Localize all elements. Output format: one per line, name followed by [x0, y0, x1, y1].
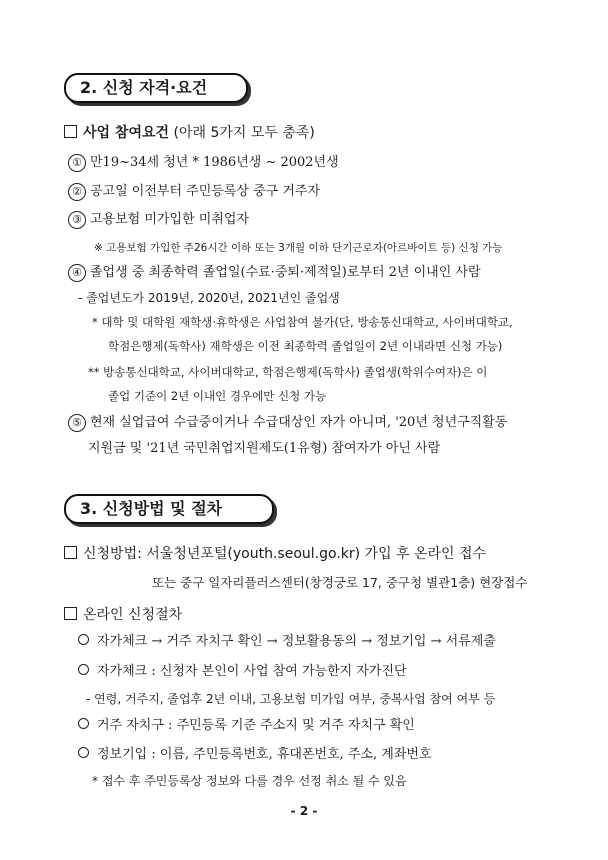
circle-bullet-icon	[78, 634, 89, 645]
page-number: - 2 -	[290, 804, 318, 818]
checkbox-icon	[64, 546, 77, 559]
requirement-4-star1-line1: * 대학 및 대학원 재학생·휴학생은 사업참여 불가(단, 방송통신대학교, 사이버대학교,	[92, 315, 513, 329]
requirement-text-3: 고용보험 미가입한 미취업자	[90, 212, 249, 227]
number-3-icon: ③	[68, 211, 86, 229]
participation-requirement-header	[64, 125, 315, 141]
section-3-heading: 3. 신청방법 및 절차	[64, 494, 274, 524]
requirement-5-line2: 지원금 및 '21년 국민취업지원제도(1유형) 참여자가 아닌 사람	[88, 441, 441, 456]
checkbox-icon	[64, 125, 77, 138]
requirement-text-1: 만19~34세 청년 * 1986년생 ~ 2002년생	[90, 155, 339, 170]
number-4-icon: ④	[68, 264, 86, 282]
requirement-text-2: 공고일 이전부터 주민등록상 중구 거주자	[90, 184, 321, 199]
requirement-item-5	[68, 414, 507, 432]
online-flow	[78, 634, 496, 650]
requirement-item-1	[68, 154, 339, 172]
info-entry-text: 정보기입 : 이름, 주민등록번호, 휴대폰번호, 주소, 계좌번호	[97, 747, 432, 762]
requirement-text-4: 졸업생 중 최종학력 졸업일(수료·중퇴·제적일)로부터 2년 이내인 사람	[90, 265, 481, 280]
self-check	[78, 664, 407, 680]
method-line2: 또는 중구 일자리플러스센터(창경궁로 17, 중구청 별관1층) 현장접수	[152, 575, 528, 590]
section-2-heading: 2. 신청 자격·요건	[64, 73, 248, 103]
online-flow-text: 자가체크 → 거주 자치구 확인 → 정보활용동의 → 정보기입 → 서류제출	[97, 634, 496, 649]
requirement-3-note: ※ 고용보험 가입한 주26시간 이하 또는 3개월 이하 단기근로자(아르바이트 등) 신청 가능	[94, 242, 503, 254]
residence-text: 거주 자치구 : 주민등록 기준 주소지 및 거주 자치구 확인	[97, 718, 415, 733]
number-1-icon: ①	[68, 154, 86, 172]
circle-bullet-icon	[78, 718, 89, 729]
checkbox-icon	[64, 607, 77, 620]
circle-bullet-icon	[78, 664, 89, 675]
application-method	[64, 546, 486, 562]
method-label: 신청방법:	[83, 546, 142, 562]
requirement-4-star2-line1: ** 방송통신대학교, 사이버대학교, 학점은행제(독학사) 졸업생(학위수여자)은 이	[88, 365, 488, 379]
requirement-4-sub: - 졸업년도가 2019년, 2020년, 2021년인 졸업생	[78, 291, 340, 305]
info-entry	[78, 747, 432, 763]
number-2-icon: ②	[68, 183, 86, 201]
self-check-sub: - 연령, 거주지, 졸업후 2년 이내, 고용보험 미가입 여부, 중복사업 참여 여부 등	[86, 692, 496, 706]
requirement-4-star1-line2: 학점은행제(독학사) 재학생은 이전 최종학력 졸업일이 2년 이내라면 신청 가능)	[108, 339, 503, 353]
number-5-icon: ⑤	[68, 414, 86, 432]
footnote: * 접수 후 주민등록상 정보와 다를 경우 선정 취소 될 수 있음	[92, 774, 407, 788]
circle-bullet-icon	[78, 747, 89, 758]
participation-note: (아래 5가지 모두 충족)	[173, 125, 315, 141]
self-check-text: 자가체크 : 신청자 본인이 사업 참여 가능한지 자가진단	[97, 664, 407, 679]
requirement-item-4	[68, 264, 481, 282]
residence-check	[78, 718, 415, 734]
method-line1: 서울청년포털(youth.seoul.go.kr) 가입 후 온라인 접수	[146, 546, 487, 562]
requirement-item-2	[68, 183, 320, 201]
participation-label: 사업 참여요건	[83, 125, 170, 141]
requirement-4-star2-line2: 졸업 기준이 2년 이내인 경우에만 신청 가능	[108, 389, 327, 403]
requirement-item-3	[68, 211, 249, 229]
online-label: 온라인 신청절차	[83, 607, 183, 623]
requirement-text-5: 현재 실업급여 수급중이거나 수급대상인 자가 아니며, '20년 청년구직활동	[90, 415, 508, 430]
online-procedure-header	[64, 607, 182, 623]
